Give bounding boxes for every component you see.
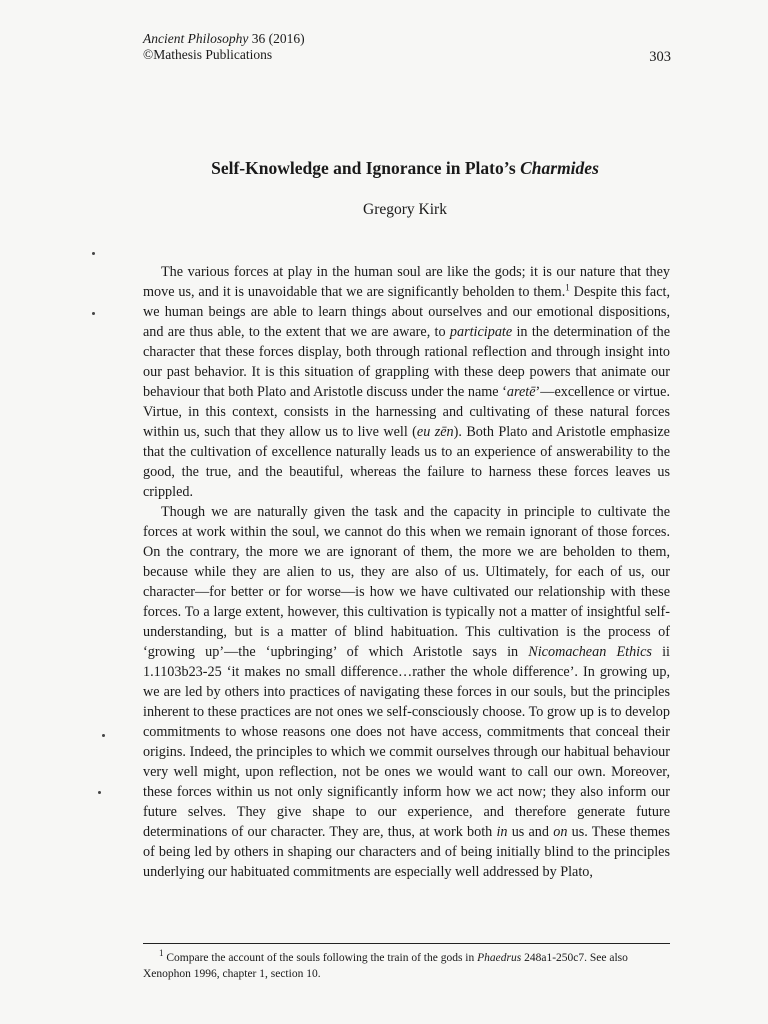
paragraph-text: ii 1.1103b23-25 ‘it makes no small difference…rather the whole difference’. In growing up, we are led by others into practices of navigating these forces in our souls, but the principles inherent to these practices are not ones we self-consciously choose. To grow up is to develop commitments to whose reasons one does not have access, commitments that conceal their origins. Indeed, the principles to which we commit ourselves through our habitual behaviour very well might, upon reflection, not be ones we would want to call our own. Moreover, these forces within us not only significantly inform how we act now; they also inform our future selves. They give shape to our experience, and therefore generate future determinations of our character. They are, thus, at work both (143, 644, 670, 840)
page-number: 303 (649, 49, 671, 65)
footnote-body: 248a1-250c7. See also Xenophon 1996, chapter 1, section 10. (143, 952, 628, 980)
paragraph-text: ’—excellence or virtue. Virtue, in this context, consists in the harnessing and cultivating of these natural forces within us, such that they allow us to live well ( (143, 384, 670, 440)
emphasis-text: on (553, 824, 568, 840)
paragraph-text: ). Both Plato and Aristotle emphasize that the cultivation of excellence naturally leads us to an experience of answerability to the good, the true, and the beautiful, whereas the failure to harness these forces leaves us crippled. (143, 424, 670, 500)
footnote-divider (143, 943, 670, 944)
paragraph-text: Though we are naturally given the task and the capacity in principle to cultivate the forces at work within the soul, we cannot do this when we remain ignorant of those forces. On the contrary, the more we are ignorant of them, the more we are beholden to them, because while they are alien to us, they are also of us. Ultimately, for each of us, our character—for better or for worse—is how we have cultivated our relationship with these forces. To a large extent, however, this cultivation is typically not a matter of insightful self-understanding, but is a matter of blind habituation. This cultivation is the process of ‘growing up’—the ‘upbringing’ of which Aristotle says in (143, 504, 670, 660)
journal-citation (143, 31, 671, 47)
title-main: Self-Knowledge and Ignorance in Plato’s (211, 158, 521, 178)
work-title: Phaedrus (477, 952, 522, 964)
paragraph (143, 262, 670, 502)
greek-term: eu zēn (416, 424, 454, 440)
paragraph-text: Despite this fact, we human beings are able to learn things about ourselves and our emotional dispositions, and are thus able, to the extent that we are aware, to (143, 284, 670, 340)
scan-speck (98, 791, 101, 794)
publisher: ©Mathesis Publications (143, 47, 273, 62)
scan-speck (92, 312, 95, 315)
scan-speck (92, 252, 95, 255)
footnote (143, 950, 670, 982)
journal-name: Ancient Philosophy (143, 31, 249, 46)
footnote-number: 1 (159, 948, 164, 959)
paragraph-text: in the determination of the character that these forces display, both through rational reflection and through insight into our past behavior. It is this situation of grappling with these deep powers that animate our behaviour that both Plato and Aristotle discuss under the name ‘ (143, 324, 671, 400)
scan-speck (102, 734, 105, 737)
paragraph-text: us and (507, 824, 554, 840)
page-header (143, 31, 671, 63)
paragraph-text: us. These themes of being led by others in shaping our characters and of being initially blind to the principles underlying our habituated commitments are especially well addressed by Plato, (143, 824, 670, 880)
title-italic: Charmides (520, 158, 599, 178)
emphasis-text: in (496, 824, 508, 840)
footnote-text (143, 950, 670, 982)
article-title (120, 158, 690, 179)
greek-term: aretē (506, 384, 536, 400)
article-body (143, 262, 670, 882)
paragraph (143, 502, 670, 882)
paragraph-text: The various forces at play in the human soul are like the gods; it is our nature that they move us, and it is unavoidable that we are significantly beholden to them. (143, 264, 670, 300)
author-name: Gregory Kirk (363, 201, 447, 218)
footnote-body: Compare the account of the souls following the train of the gods in (163, 952, 478, 964)
footnote-marker[interactable]: 1 (565, 282, 570, 293)
journal-issue: 36 (2016) (248, 31, 305, 46)
work-title: Nicomachean Ethics (528, 644, 652, 660)
emphasis-text: participate (449, 324, 513, 340)
